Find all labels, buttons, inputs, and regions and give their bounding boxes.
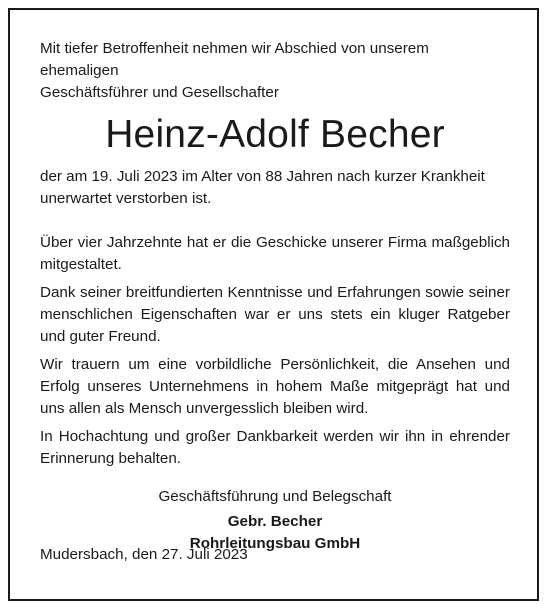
tribute-paragraph-3: Wir trauern um eine vorbildliche Persönlichkeit, die Ansehen und Erfolg unseres Unternehmens in hohem Maße mitgeprägt hat und uns allen als Mensch unvergesslich bleiben wird. — [40, 356, 510, 417]
company-name-line-1: Gebr. Becher — [227, 513, 323, 530]
death-statement — [40, 166, 510, 210]
tribute-paragraph-1: Über vier Jahrzehnte hat er die Geschicke unserer Firma maßgeblich mitgestaltet. — [40, 234, 510, 273]
intro-line-1: Mit tiefer Betroffenheit nehmen wir Abschied von unserem ehemaligen — [40, 40, 429, 79]
death-line-2: unerwartet verstorben ist. — [40, 190, 212, 207]
place-date: Mudersbach, den 27. Juli 2023 — [40, 546, 248, 563]
company-name-line-2: Rohrleitungsbau GmbH — [189, 535, 361, 552]
tribute-paragraph-4: In Hochachtung und großer Dankbarkeit werden wir ihn in ehrender Erinnerung behalten. — [40, 428, 510, 467]
death-line-1: der am 19. Juli 2023 im Alter von 88 Jahren nach kurzer Krankheit — [40, 168, 485, 185]
deceased-name: Heinz-Adolf Becher — [105, 113, 445, 156]
obituary-notice — [40, 38, 510, 555]
signature-staff: Geschäftsführung und Belegschaft — [158, 488, 392, 505]
intro-text — [40, 38, 510, 104]
intro-line-2: Geschäftsführer und Gesellschafter — [40, 84, 279, 101]
tribute-paragraph-2: Dank seiner breitfundierten Kenntnisse und Erfahrungen sowie seiner menschlichen Eigenschaften war er uns stets ein kluger Ratgeber und guter Freund. — [40, 284, 510, 345]
